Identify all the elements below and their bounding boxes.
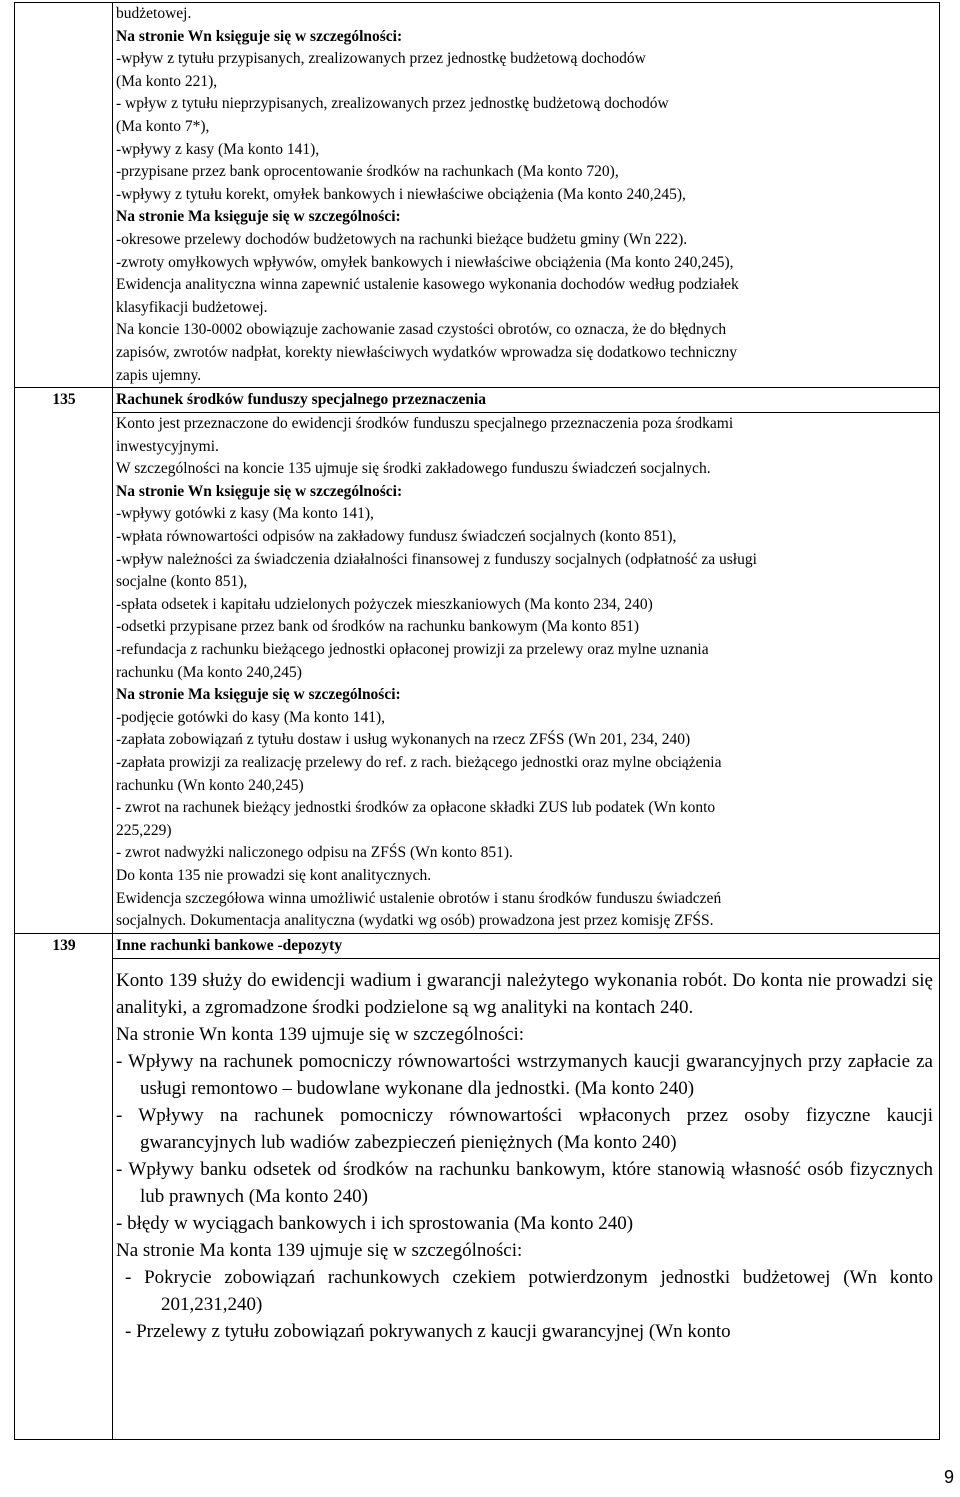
table-row-continuation [15, 3, 940, 388]
section-139-intro: Konto 139 służy do ewidencji wadium i gwarancji należytego wykonania robót. Do konta nie prowadzi się analityki, a zgromadzone środki podzielone są wg analityki na kontach 240. [116, 969, 933, 1018]
text-line: budżetowej. [116, 5, 192, 22]
text-line: -wpływy z tytułu korekt, omyłek bankowych i niewłaściwe obciążenia (Ma konto 240,245), [116, 185, 686, 203]
section-heading: Na stronie Wn księguje się w szczególności: [116, 482, 403, 500]
text-line: Na koncie 130-0002 obowiązuje zachowanie zasad czystości obrotów, co oznacza, że do błędnych [116, 321, 727, 339]
text-line: -wpływ należności za świadczenia działalności finansowej z funduszy socjalnych (odpłatność za usługi [116, 550, 757, 568]
section-135-cell [15, 388, 940, 934]
section-139-wn-items [116, 1048, 933, 1237]
text-line: socjalne (konto 851), [116, 573, 248, 591]
text-line: -wpływy z kasy (Ma konto 141), [116, 140, 320, 158]
text-line: -spłata odsetek i kapitału udzielonych pożyczek mieszkaniowych (Ma konto 234, 240) [116, 595, 653, 613]
list-item: - Wpływy na rachunek pomocniczy równowartości wstrzymanych kaucji gwarancyjnych przy zapłacie za usługi remontowo – budowlane wykonane dla jednostki. (Ma konto 240) [116, 1050, 933, 1099]
text-line: rachunku (Wn konto 240,245) [116, 776, 304, 794]
text-line: rachunku (Ma konto 240,245) [116, 663, 302, 681]
account-number-139: 139 [52, 936, 76, 954]
section-139-ma-heading [116, 1237, 933, 1264]
text-line: -zapłata zobowiązań z tytułu dostaw i usług wykonanych na rzecz ZFŚS (Wn 201, 234, 240) [116, 731, 691, 749]
table-row-139 [15, 933, 940, 1439]
ma-label: Na stronie Ma [116, 1239, 225, 1261]
list-item: - Pokrycie zobowiązań rachunkowych czekiem potwierdzonym jednostki budżetowej (Wn konto 201,231,240) [125, 1266, 933, 1315]
text-line: zapis ujemny. [116, 366, 202, 384]
text-line: -wpływy gotówki z kasy (Ma konto 141), [116, 505, 374, 523]
text-line: (Ma konto 221), [116, 72, 218, 90]
account-title-135: Rachunek środków funduszy specjalnego przeznaczenia [116, 391, 487, 409]
text-line: socjalnych. Dokumentacja analityczna (wydatki wg osób) prowadzona jest przez komisję ZFŚS. [116, 912, 714, 930]
text-line: Do konta 135 nie prowadzi się kont analitycznych. [116, 866, 432, 884]
section-139-wn-heading [116, 1021, 933, 1048]
section-135-text [112, 412, 939, 933]
text-line: -refundacja z rachunku bieżącego jednostki opłaconej prowizji za przelewy oraz mylne uznania [116, 641, 709, 659]
text-line: inwestycyjnymi. [116, 437, 219, 455]
text-line: Ewidencja analityczna winna zapewnić ustalenie kasowego wykonania dochodów według podziałek [116, 276, 739, 294]
text-line: (Ma konto 7*), [116, 117, 210, 135]
text-line: -zapłata prowizji za realizację przelewy do ref. z rach. bieżącego jednostki oraz mylne obciążenia [116, 754, 722, 771]
section-heading: Na stronie Ma księguje się w szczególności: [116, 686, 401, 704]
text-line: - wpływ z tytułu nieprzypisanych, zrealizowanych przez jednostkę budżetową dochodów [116, 95, 669, 113]
text-line: zapisów, zwrotów nadpłat, korekty niewłaściwych wydatków wprowadza się dodatkowo techniczny [116, 343, 737, 361]
text-line: W szczególności na koncie 135 ujmuje się środki zakładowego funduszu świadczeń socjalnych. [116, 460, 711, 478]
text-line: -podjęcie gotówki do kasy (Ma konto 141), [116, 708, 386, 726]
account-title-139: Inne rachunki bankowe -depozyty [116, 936, 343, 954]
page-number: 9 [943, 1467, 954, 1487]
continuation-text [116, 3, 933, 387]
account-number-135: 135 [52, 391, 76, 409]
accounts-table [14, 2, 940, 1440]
table-row-135 [15, 388, 940, 934]
text-line: 225,229) [116, 821, 172, 839]
continuation-cell [15, 3, 940, 388]
text-line: -odsetki przypisane przez bank od środków na rachunku bankowym (Ma konto 851) [116, 618, 639, 636]
wn-rest: konta 139 ujmuje się w szczególności: [226, 1023, 525, 1045]
text-line: - zwrot nadwyżki naliczonego odpisu na ZFŚS (Wn konto 851). [116, 844, 513, 862]
section-heading: Na stronie Wn księguje się w szczególności: [116, 27, 403, 45]
wn-label: Na stronie Wn [116, 1023, 227, 1045]
text-line: -okresowe przelewy dochodów budżetowych na rachunki bieżące budżetu gminy (Wn 222). [116, 230, 688, 248]
list-item: - błędy w wyciągach bankowych i ich sprostowania (Ma konto 240) [116, 1212, 634, 1234]
list-item: - Wpływy banku odsetek od środków na rachunku bankowym, które stanowią własność osób fizycznych lub prawnych (Ma konto 240) [116, 1158, 933, 1207]
text-line: - zwrot na rachunek bieżący jednostki środków za opłacone składki ZUS lub podatek (Wn konto [116, 799, 716, 817]
text-line: -przypisane przez bank oprocentowanie środków na rachunkach (Ma konto 720), [116, 163, 619, 181]
text-line: Ewidencja szczegółowa winna umożliwić ustalenie obrotów i stanu środków funduszu świadczeń [116, 889, 722, 907]
text-line: klasyfikacji budżetowej. [116, 298, 268, 316]
list-item: - Wpływy na rachunek pomocniczy równowartości wpłaconych przez osoby fizyczne kaucji gwarancyjnych lub wadiów zabezpieczeń pieniężnych (Ma konto 240) [116, 1104, 933, 1153]
section-139-cell [15, 933, 940, 1439]
list-item: - Przelewy z tytułu zobowiązań pokrywanych z kaucji gwarancyjnej (Wn konto [125, 1320, 731, 1342]
section-139-ma-items [116, 1264, 933, 1345]
text-line: Konto jest przeznaczone do ewidencji środków funduszu specjalnego przeznaczenia poza środkami [116, 415, 734, 433]
section-heading: Na stronie Ma księguje się w szczególności: [116, 208, 401, 226]
ma-rest: konta 139 ujmuje się w szczególności: [224, 1239, 523, 1261]
text-line: -zwroty omyłkowych wpływów, omyłek bankowych i niewłaściwe obciążenia (Ma konto 240,245), [116, 253, 734, 271]
text-line: -wpływ z tytułu przypisanych, zrealizowanych przez jednostkę budżetową dochodów [116, 50, 646, 68]
section-139-body [112, 958, 939, 1439]
text-line: -wpłata równowartości odpisów na zakładowy fundusz świadczeń socjalnych (konto 851), [116, 528, 677, 546]
